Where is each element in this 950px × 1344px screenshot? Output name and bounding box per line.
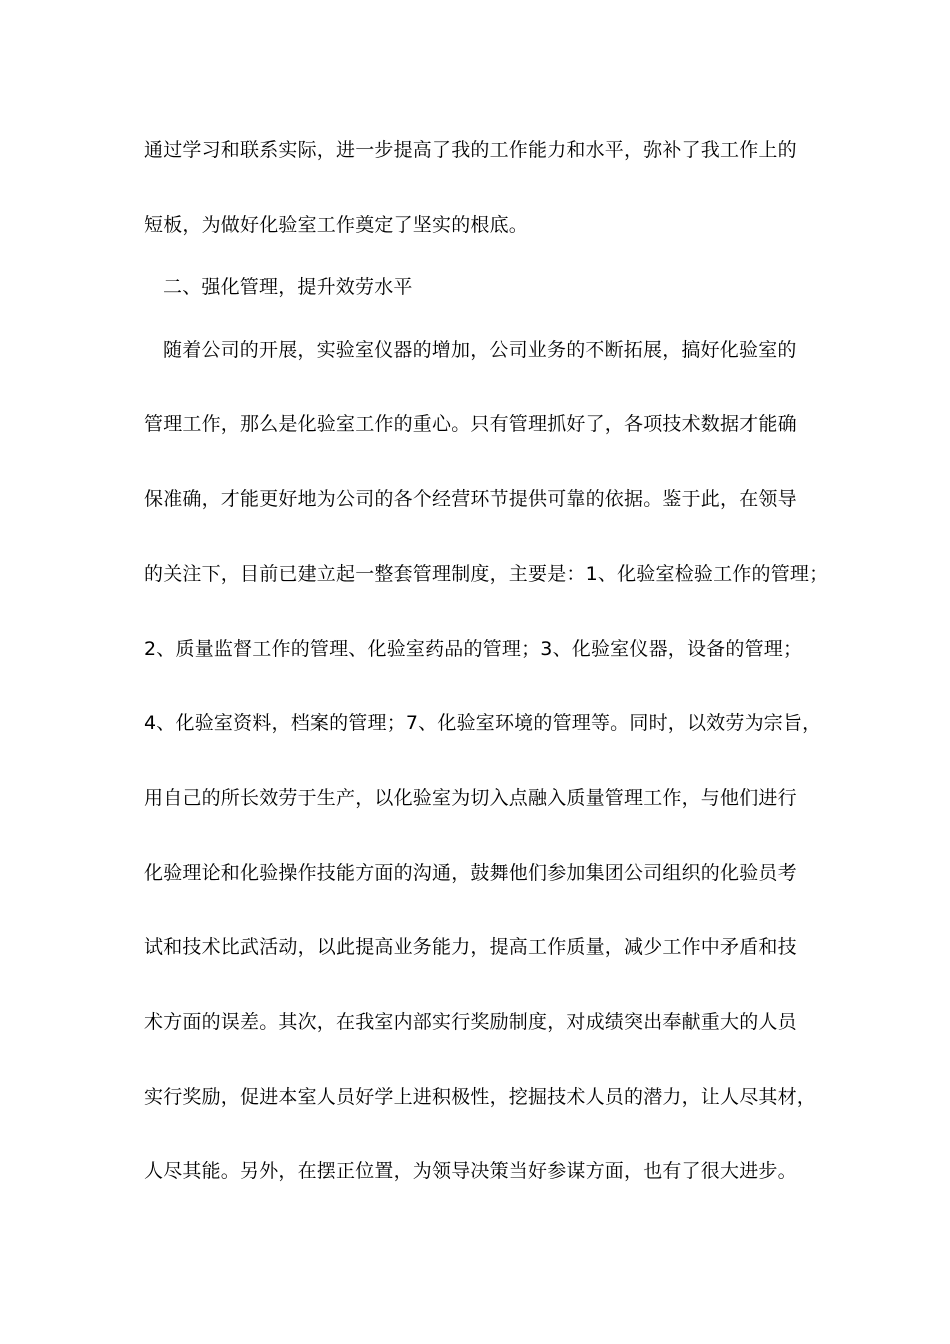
paragraph-line: 术方面的误差。其次，在我室内部实行奖励制度，对成绩突出奉献重大的人员 — [144, 1011, 797, 1033]
paragraph-line: 4、化验室资料，档案的管理；7、化验室环境的管理等。同时，以效劳为宗旨， — [144, 712, 822, 734]
section-heading: 二、强化管理，提升效劳水平 — [163, 276, 413, 298]
paragraph-line: 管理工作，那么是化验室工作的重心。只有管理抓好了，各项技术数据才能确 — [144, 413, 797, 435]
paragraph-line: 用自己的所长效劳于生产，以化验室为切入点融入质量管理工作，与他们进行 — [144, 787, 797, 809]
paragraph-line: 人尽其能。另外，在摆正位置，为领导决策当好参谋方面，也有了很大进步。 — [144, 1160, 797, 1182]
paragraph-line: 2、质量监督工作的管理、化验室药品的管理；3、化验室仪器，设备的管理； — [144, 638, 803, 660]
paragraph-line: 的关注下，目前已建立起一整套管理制度，主要是：1、化验室检验工作的管理； — [144, 563, 829, 585]
paragraph-line: 通过学习和联系实际，进一步提高了我的工作能力和水平，弥补了我工作上的 — [144, 139, 797, 161]
paragraph-line: 短板，为做好化验室工作奠定了坚实的根底。 — [144, 214, 529, 236]
paragraph-line: 保准确，才能更好地为公司的各个经营环节提供可靠的依据。鉴于此，在领导 — [144, 488, 797, 510]
paragraph-line: 化验理论和化验操作技能方面的沟通，鼓舞他们参加集团公司组织的化验员考 — [144, 862, 797, 884]
paragraph-line: 随着公司的开展，实验室仪器的增加，公司业务的不断拓展，搞好化验室的 — [163, 339, 797, 361]
paragraph-line: 试和技术比武活动，以此提高业务能力，提高工作质量，减少工作中矛盾和技 — [144, 936, 797, 958]
paragraph-line: 实行奖励，促进本室人员好学上进积极性，挖掘技术人员的潜力，让人尽其材， — [144, 1086, 817, 1108]
